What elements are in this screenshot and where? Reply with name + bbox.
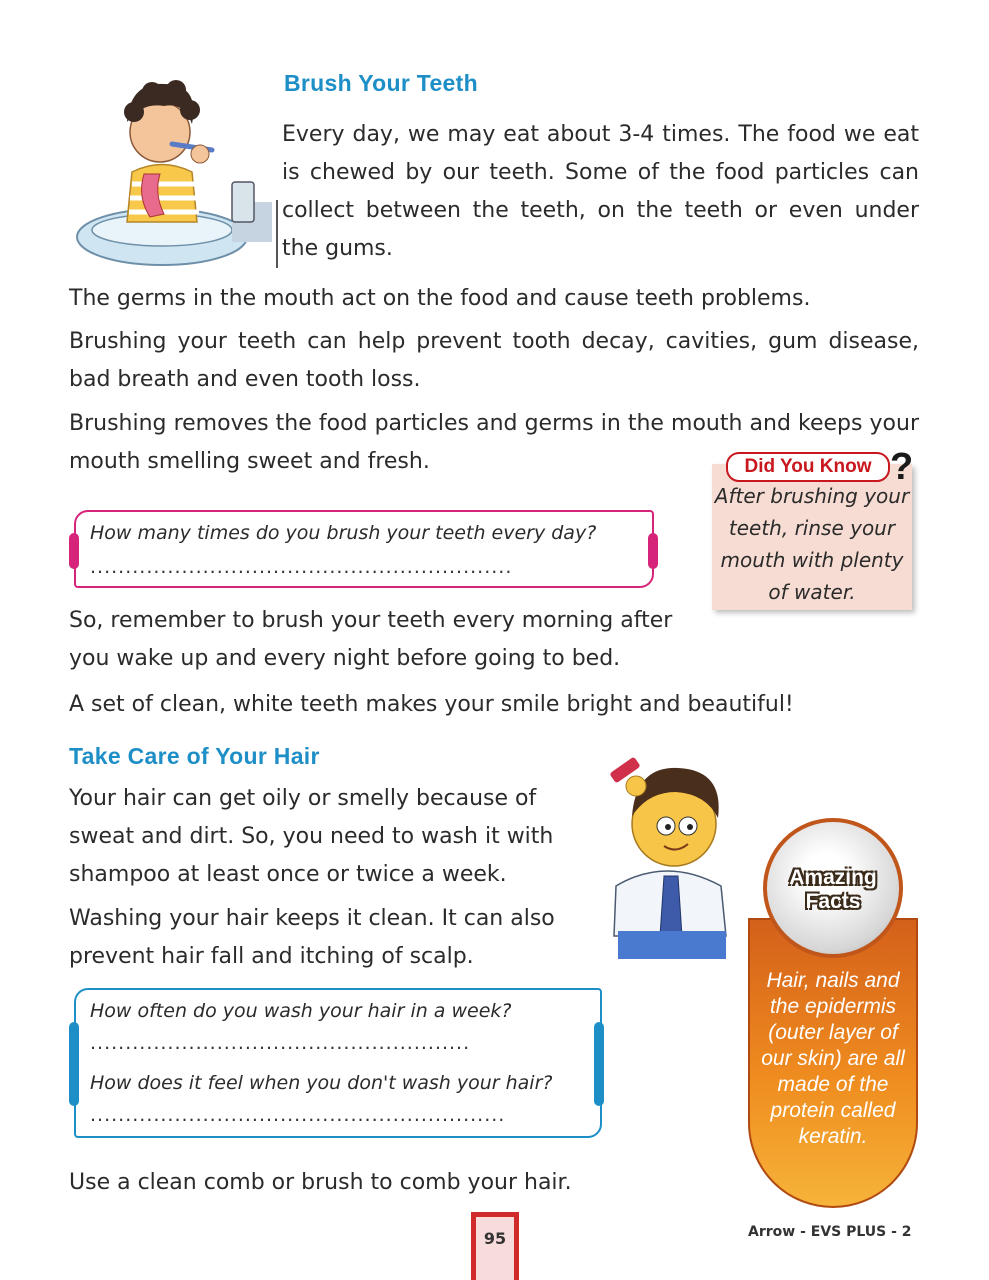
page-number: 95 <box>471 1212 519 1280</box>
paragraph-smile: A set of clean, white teeth makes your smile bright and beautiful! <box>69 692 794 717</box>
did-you-know-box <box>708 446 920 612</box>
question-hair-wash: How often do you wash your hair in a week? <box>90 1000 512 1022</box>
question-box-hair <box>74 988 602 1138</box>
question-mark-icon: ? <box>890 446 914 488</box>
amazing-facts-title: Amazing Facts <box>789 866 877 913</box>
paragraph-brushing-prevents: Brushing your teeth can help prevent tooth decay, cavities, gum disease, bad breath and even tooth loss. <box>69 329 919 392</box>
section-heading-brush-teeth: Brush Your Teeth <box>284 70 478 96</box>
paragraph-germs: The germs in the mouth act on the food and cause teeth problems. <box>69 286 811 311</box>
amazing-facts-text: Hair, nails and the epidermis (outer layer of our skin) are all made of the protein called keratin. <box>761 969 905 1148</box>
blue-bar-left <box>69 1022 79 1106</box>
amazing-facts-box <box>748 818 918 1208</box>
boy-combing-hair-illustration <box>596 736 746 961</box>
book-footer: Arrow - EVS PLUS - 2 <box>748 1224 912 1240</box>
pink-bar-right <box>648 533 658 569</box>
boy-brushing-teeth-illustration <box>72 62 282 272</box>
pink-bar-left <box>69 533 79 569</box>
text-divider <box>276 200 278 268</box>
paragraph-remember: So, remember to brush your teeth every morning after you wake up and every night before going to bed. <box>69 608 673 671</box>
brush-teeth-intro: Every day, we may eat about 3-4 times. The food we eat is chewed by our teeth. Some of the food particles can collect between the teeth, on the teeth or even under the gums. <box>282 122 919 261</box>
paragraph-brushing-removes: Brushing removes the food particles and germs in the mouth and keeps your mouth smelling sweet and fresh. <box>69 411 919 474</box>
did-you-know-title: Did You Know <box>726 452 890 482</box>
paragraph-hair-oily: Your hair can get oily or smelly because of sweat and dirt. So, you need to wash it with shampoo at least once or twice a week. <box>69 786 554 887</box>
question-brush-times: How many times do you brush your teeth every day? <box>90 522 597 544</box>
did-you-know-text: After brushing your teeth, rinse your mouth with plenty of water. <box>714 484 910 604</box>
paragraph-comb: Use a clean comb or brush to comb your hair. <box>69 1170 572 1195</box>
blue-bar-right <box>594 1022 604 1106</box>
answer-line-hair-feel[interactable]: ........................................................... <box>90 1104 506 1126</box>
paragraph-washing-hair: Washing your hair keeps it clean. It can also prevent hair fall and itching of scalp. <box>69 906 555 969</box>
answer-line-hair-wash[interactable]: ...................................................... <box>90 1032 471 1054</box>
question-box-brush <box>74 510 654 588</box>
section-heading-hair: Take Care of Your Hair <box>69 743 320 769</box>
question-hair-feel: How does it feel when you don't wash your hair? <box>90 1072 553 1094</box>
answer-line-brush[interactable]: ............................................................ <box>90 556 513 578</box>
